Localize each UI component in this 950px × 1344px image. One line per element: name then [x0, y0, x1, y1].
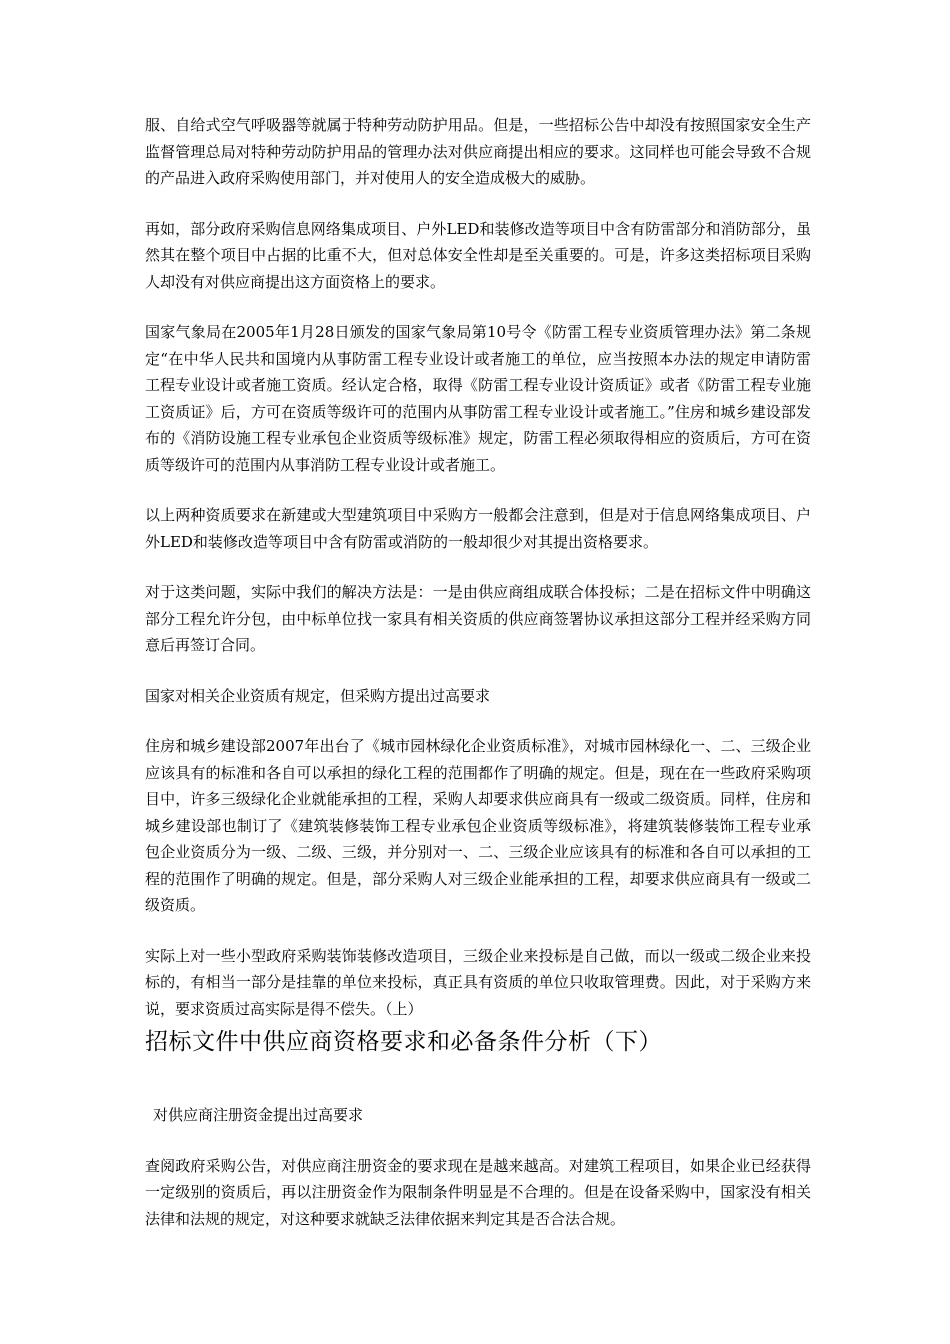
paragraph-protective-equipment: 服、自给式空气呼吸器等就属于特种劳动防护用品。但是，一些招标公告中却没有按照国家安全生产监督管理总局对特种劳动防护用品的管理办法对供应商提出相应的要求。这同样也可能会导致不合规的产品进入政府采购使用部门，并对使用人的安全造成极大的威胁。 [145, 116, 811, 187]
paragraph-landscaping-standards: 住房和城乡建设部2007年出台了《城市园林绿化企业资质标准》，对城市园林绿化一、二、三级企业应该具有的标准和各自可以承担的绿化工程的范围都作了明确的规定。但是，现在在一些政府采购项目中，许多三级绿化企业就能承担的工程，采购人却要求供应商具有一级或二级资质。同样，住房和城乡建设部也制订了《建筑装修装饰工程专业承包企业资质等级标准》，将建筑装修装饰工程专业承包企业资质分为一级、二级、三级，并分别对一、二、三级企业应该具有的标准和各自可以承担的工程的范围作了明确的规定。但是，部分采购人对三级企业能承担的工程，却要求供应商具有一级或二级资质。 [145, 737, 811, 914]
section-title-excessive-qualification: 国家对相关企业资质有规定，但采购方提出过高要求 [145, 686, 491, 705]
paragraph-solution-methods: 对于这类问题，实际中我们的解决方法是：一是由供应商组成联合体投标；二是在招标文件中明确这部分工程允许分包，由中标单位找一家具有相关资质的供应商签署协议承担这部分工程并经采购方同意后再签订合同。 [145, 583, 811, 654]
document-page [145, 112, 811, 1232]
paragraph-lightning-regulation: 国家气象局在2005年1月28日颁发的国家气象局第10号令《防雷工程专业资质管理办法》第二条规定“在中华人民共和国境内从事防雷工程专业设计或者施工的单位，应当按照本办法的规定申请防雷工程专业设计或者施工资质。经认定合格，取得《防雷工程专业设计资质证》或者《防雷工程专业施工资质证》后，方可在资质等级许可的范围内从事防雷工程专业设计或者施工。”住房和城乡建设部发布的《消防设施工程专业承包企业资质等级标准》规定，防雷工程必须取得相应的资质后，方可在资质等级许可的范围内从事消防工程专业设计或者施工。 [145, 323, 811, 474]
paragraph-lightning-fire-parts: 再如，部分政府采购信息网络集成项目、户外LED和装修改造等项目中含有防雷部分和消防部分，虽然其在整个项目中占据的比重不大，但对总体安全性却是至关重要的。可是，许多这类招标项目采购人却没有对供应商提出这方面资格上的要求。 [145, 219, 811, 291]
section-title-registered-capital: 对供应商注册资金提出过高要求 [153, 1106, 364, 1124]
paragraph-registered-capital: 查阅政府采购公告，对供应商注册资金的要求现在是越来越高。对建筑工程项目，如果企业已经获得一定级别的资质后，再以注册资金作为限制条件明显是不合理的。但是在设备采购中，国家没有相关法律和法规的规定，对这种要求就缺乏法律依据来判定其是否合法合规。 [145, 1156, 811, 1228]
paragraph-decoration-projects: 实际上对一些小型政府采购装饰装修改造项目，三级企业来投标是自己做，而以一级或二级企业来投标的，有相当一部分是挂靠的单位来投标，真正具有资质的单位只收取管理费。因此，对于采购方来说，要求资质过高实际是得不偿失。（上） [145, 946, 811, 1018]
paragraph-qualification-awareness: 以上两种资质要求在新建或大型建筑项目中采购方一般都会注意到，但是对于信息网络集成项目、户外LED和装修改造等项目中含有防雷或消防的一般却很少对其提出资格要求。 [145, 506, 811, 551]
main-heading-part-two: 招标文件中供应商资格要求和必备条件分析（下） [145, 1029, 662, 1055]
